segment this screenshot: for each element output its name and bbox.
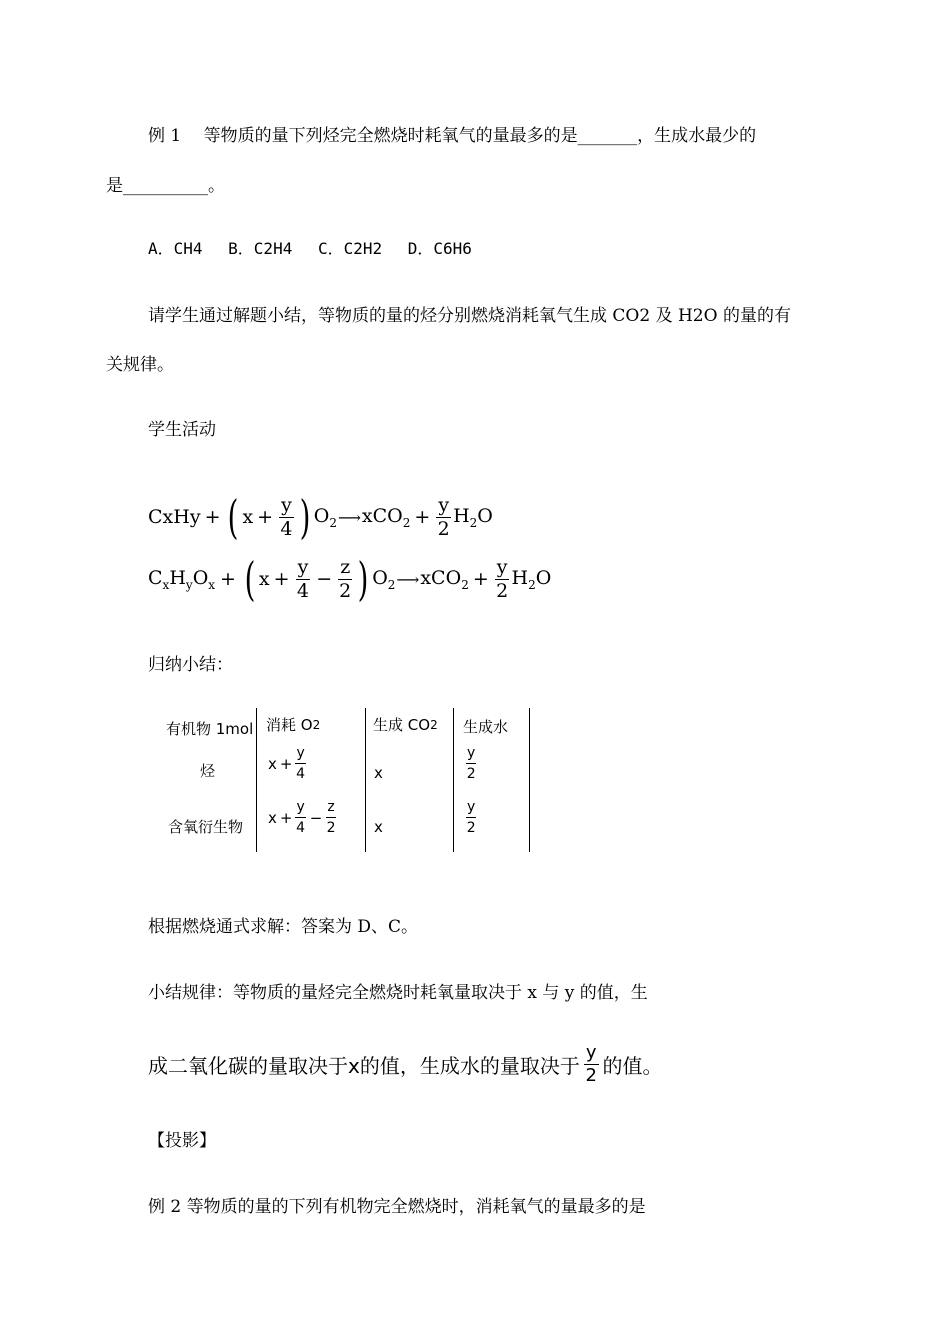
- rule-line2-text: 成二氧化碳的量取决于x的值，生成水的量取决于: [148, 1054, 580, 1078]
- answer-text: 根据燃烧通式求解：答案为 D、C。: [148, 917, 419, 937]
- right-paren: ): [299, 490, 311, 544]
- fraction-y-over-2: $\frac{y}{2}$: [496, 555, 509, 602]
- projection-label: 【投影】: [148, 1131, 216, 1151]
- example1-options: A．CH4 B．C2H4 C．C2H2 D．C6H6: [148, 239, 472, 258]
- combustion-equation-hydrocarbon: [148, 490, 493, 544]
- o2: $O_2$: [372, 566, 396, 592]
- fraction-y-over-2: $\frac{y}{2}$: [437, 493, 450, 540]
- fraction-z-over-2: $\frac{z}{2}$: [339, 555, 352, 602]
- h2o-product: $H_2O$: [453, 504, 493, 530]
- fraction-y-over-4: $\frac{y}{4}$: [280, 493, 293, 540]
- plus-sign: +: [273, 568, 290, 590]
- rule-line2-end: 的值。: [602, 1054, 663, 1078]
- term-x: x: [258, 568, 270, 590]
- header-co2: 生成 CO 2: [373, 716, 438, 734]
- reaction-arrow: ⟶: [396, 569, 420, 589]
- left-paren: (: [228, 490, 239, 544]
- table-divider: [529, 708, 530, 852]
- hydrocarbon-o2-expr: x + $\frac{y}{4}$: [268, 745, 306, 782]
- header-o2: 消耗 O 2: [266, 716, 321, 734]
- prompt-line1: 请学生通过解题小结，等物质的量的烃分别燃烧消耗氧气生成 CO2 及 H2O 的量的有: [148, 306, 791, 326]
- plus-sign: +: [220, 568, 236, 590]
- plus-sign: +: [472, 568, 489, 590]
- rule-line1: 小结规律：等物质的量烃完全燃烧时耗氧量取决于 x 与 y 的值，生: [148, 983, 648, 1003]
- oxygenated-water-value: $\frac{y}{2}$: [466, 799, 476, 836]
- minus-sign: −: [316, 568, 333, 590]
- plus-sign: +: [257, 506, 274, 528]
- fraction-y-over-2: $\frac{y}{2}$: [585, 1042, 597, 1086]
- h2o-product: $H_2O$: [511, 566, 552, 592]
- summary-heading: 归纳小结：: [148, 655, 233, 675]
- plus-sign: +: [414, 506, 431, 528]
- row-label-hydrocarbon: 烃: [200, 762, 216, 780]
- reactant-cxhyoz: $C_xH_yO_x$: [148, 566, 216, 592]
- table-divider: [365, 708, 366, 852]
- table-divider: [256, 708, 257, 852]
- oxygenated-co2-value: x: [374, 818, 383, 836]
- header-water: 生成水: [463, 718, 509, 736]
- term-x: x: [242, 506, 254, 528]
- rule-line2: [148, 1044, 663, 1085]
- reaction-arrow: ⟶: [337, 507, 361, 527]
- summary-table: [160, 708, 532, 852]
- example2-text: 例 2 等物质的量的下列有机物完全燃烧时，消耗氧气的量最多的是: [148, 1197, 646, 1217]
- combustion-equation-oxygenated: [148, 552, 552, 606]
- oxygenated-o2-expr: x + $\frac{y}{4}$ − $\frac{z}{2}$: [268, 799, 336, 836]
- co2-product: xCO$_2$: [361, 504, 411, 530]
- prompt-line2: 关规律。: [106, 355, 174, 375]
- right-paren: ): [357, 552, 369, 606]
- left-paren: (: [244, 552, 256, 606]
- example1-line2: 是__________。: [106, 176, 225, 196]
- hydrocarbon-co2-value: x: [374, 764, 383, 782]
- activity-heading: 学生活动: [148, 420, 216, 440]
- o2: $O_2$: [313, 504, 337, 530]
- example1-line1: 例 1 等物质的量下列烃完全燃烧时耗氧气的量最多的是_______，生成水最少的: [148, 126, 757, 146]
- reactant-cxhy: CxHy: [148, 506, 201, 528]
- plus-sign: +: [204, 506, 221, 528]
- table-divider: [453, 708, 454, 852]
- co2-product: xCO$_2$: [420, 566, 469, 592]
- fraction-y-over-4: $\frac{y}{4}$: [296, 555, 309, 602]
- row-label-oxygenated: 含氧衍生物: [168, 818, 244, 836]
- header-compound: 有机物 1mol: [166, 720, 254, 738]
- hydrocarbon-water-value: $\frac{y}{2}$: [466, 745, 476, 782]
